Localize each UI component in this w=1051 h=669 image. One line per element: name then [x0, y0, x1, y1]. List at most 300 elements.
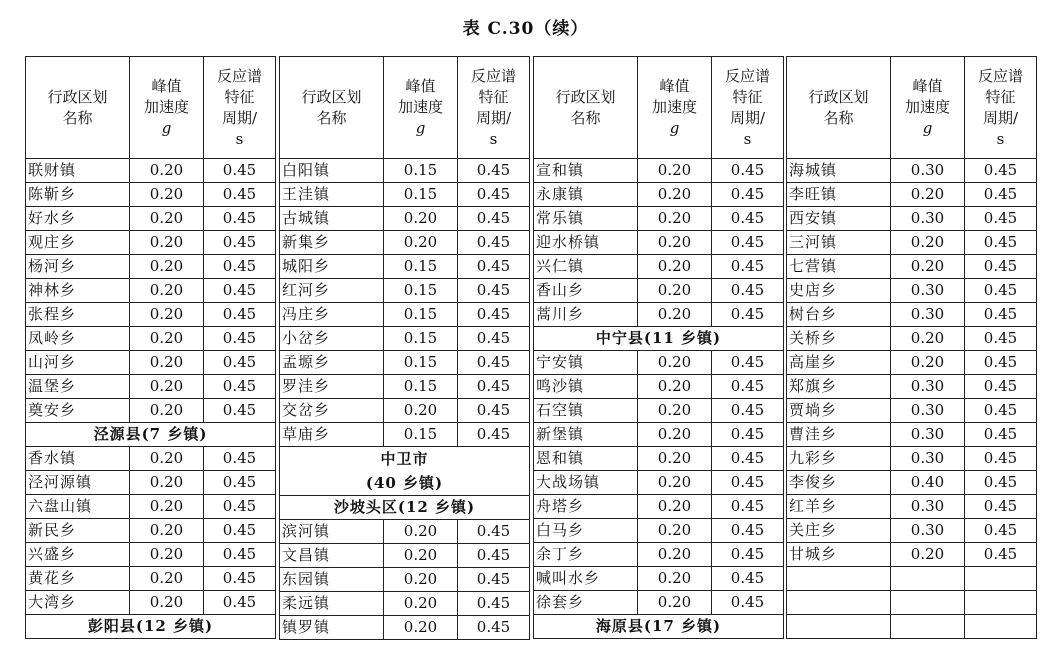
town-name: 好水乡: [26, 207, 130, 231]
peak-acceleration: 0.20: [638, 399, 712, 423]
peak-acceleration: 0.20: [130, 255, 204, 279]
empty-cell: [787, 591, 891, 615]
peak-acceleration: 0.20: [891, 183, 965, 207]
peak-acceleration: 0.20: [384, 568, 458, 592]
characteristic-period: 0.45: [204, 471, 276, 495]
town-name: 史店乡: [787, 279, 891, 303]
characteristic-period: 0.45: [712, 399, 784, 423]
peak-acceleration: 0.20: [130, 471, 204, 495]
peak-acceleration: 0.40: [891, 471, 965, 495]
table-row: [26, 471, 276, 495]
header-period: 反应谱 特征 周期/ s: [458, 57, 530, 159]
table-row: [280, 616, 530, 640]
peak-acceleration: 0.20: [384, 616, 458, 640]
peak-acceleration: 0.20: [130, 399, 204, 423]
table-row: [787, 231, 1037, 255]
table-row: [534, 567, 784, 591]
peak-acceleration: 0.20: [130, 207, 204, 231]
town-name: 新集乡: [280, 231, 384, 255]
peak-acceleration: 0.20: [384, 592, 458, 616]
header-name: 行政区划 名称: [787, 57, 891, 159]
peak-acceleration: 0.30: [891, 303, 965, 327]
peak-acceleration: 0.20: [130, 303, 204, 327]
town-name: 西安镇: [787, 207, 891, 231]
peak-acceleration: 0.20: [638, 567, 712, 591]
table-row: [787, 351, 1037, 375]
characteristic-period: 0.45: [965, 183, 1037, 207]
characteristic-period: 0.45: [965, 399, 1037, 423]
characteristic-period: 0.45: [965, 447, 1037, 471]
section-header: 中宁县(11 乡镇): [534, 327, 784, 351]
characteristic-period: 0.45: [965, 351, 1037, 375]
header-name: 行政区划 名称: [26, 57, 130, 159]
characteristic-period: 0.45: [712, 423, 784, 447]
town-name: 白阳镇: [280, 159, 384, 183]
table-row: [26, 519, 276, 543]
town-name: 六盘山镇: [26, 495, 130, 519]
town-name: 神林乡: [26, 279, 130, 303]
peak-acceleration: 0.20: [638, 231, 712, 255]
town-name: 常乐镇: [534, 207, 638, 231]
header-period: 反应谱 特征 周期/ s: [965, 57, 1037, 159]
empty-row: [787, 615, 1037, 639]
town-name: 联财镇: [26, 159, 130, 183]
characteristic-period: 0.45: [458, 231, 530, 255]
table-row: [787, 399, 1037, 423]
table-row: [534, 543, 784, 567]
characteristic-period: 0.45: [458, 303, 530, 327]
characteristic-period: 0.45: [458, 207, 530, 231]
town-name: 九彩乡: [787, 447, 891, 471]
table-row: [280, 183, 530, 207]
table-row: [280, 399, 530, 423]
empty-cell: [787, 615, 891, 639]
empty-cell: [965, 591, 1037, 615]
characteristic-period: 0.45: [204, 399, 276, 423]
table-row: [534, 399, 784, 423]
peak-acceleration: 0.30: [891, 279, 965, 303]
header-pga: 峰值 加速度 g: [384, 57, 458, 159]
peak-acceleration: 0.20: [638, 351, 712, 375]
table-row: [280, 351, 530, 375]
characteristic-period: 0.45: [712, 303, 784, 327]
table-row: [280, 279, 530, 303]
characteristic-period: 0.45: [458, 351, 530, 375]
section-header: 沙坡头区(12 乡镇): [280, 496, 530, 520]
table-row: [534, 471, 784, 495]
table-row: [26, 447, 276, 471]
town-name: 交岔乡: [280, 399, 384, 423]
header-pga: 峰值 加速度 g: [130, 57, 204, 159]
peak-acceleration: 0.15: [384, 159, 458, 183]
characteristic-period: 0.45: [965, 471, 1037, 495]
peak-acceleration: 0.20: [638, 159, 712, 183]
peak-acceleration: 0.20: [638, 183, 712, 207]
town-name: 红羊乡: [787, 495, 891, 519]
town-name: 香山乡: [534, 279, 638, 303]
peak-acceleration: 0.20: [130, 519, 204, 543]
town-name: 杨河乡: [26, 255, 130, 279]
peak-acceleration: 0.20: [638, 495, 712, 519]
table-row: [26, 231, 276, 255]
characteristic-period: 0.45: [712, 567, 784, 591]
characteristic-period: 0.45: [965, 231, 1037, 255]
peak-acceleration: 0.20: [891, 231, 965, 255]
characteristic-period: 0.45: [965, 519, 1037, 543]
table-row: [26, 351, 276, 375]
peak-acceleration: 0.20: [891, 351, 965, 375]
table-row: [787, 495, 1037, 519]
table-row: [787, 159, 1037, 183]
town-name: 石空镇: [534, 399, 638, 423]
table-row: [787, 183, 1037, 207]
town-name: 高崖乡: [787, 351, 891, 375]
peak-acceleration: 0.20: [384, 399, 458, 423]
town-name: 新民乡: [26, 519, 130, 543]
characteristic-period: 0.45: [458, 399, 530, 423]
peak-acceleration: 0.20: [638, 471, 712, 495]
peak-acceleration: 0.15: [384, 255, 458, 279]
town-name: 小岔乡: [280, 327, 384, 351]
table-row: [534, 159, 784, 183]
characteristic-period: 0.45: [458, 375, 530, 399]
table-row: [534, 351, 784, 375]
table-row: [280, 568, 530, 592]
header-row: [787, 57, 1037, 159]
peak-acceleration: 0.20: [638, 543, 712, 567]
characteristic-period: 0.45: [458, 544, 530, 568]
table-row: [280, 303, 530, 327]
header-pga: 峰值 加速度 g: [638, 57, 712, 159]
peak-acceleration: 0.30: [891, 399, 965, 423]
header-period: 反应谱 特征 周期/ s: [204, 57, 276, 159]
table-row: [26, 303, 276, 327]
table-block-1: [25, 56, 275, 660]
peak-acceleration: 0.20: [638, 303, 712, 327]
peak-acceleration: 0.15: [384, 351, 458, 375]
town-name: 舟塔乡: [534, 495, 638, 519]
city-row: [280, 447, 530, 496]
table-row: [280, 520, 530, 544]
town-name: 李旺镇: [787, 183, 891, 207]
town-name: 树台乡: [787, 303, 891, 327]
characteristic-period: 0.45: [965, 375, 1037, 399]
characteristic-period: 0.45: [965, 159, 1037, 183]
characteristic-period: 0.45: [458, 159, 530, 183]
table-row: [26, 591, 276, 615]
town-name: 新堡镇: [534, 423, 638, 447]
table-row: [534, 255, 784, 279]
table-block-2: [279, 56, 529, 660]
characteristic-period: 0.45: [458, 423, 530, 447]
town-name: 山河乡: [26, 351, 130, 375]
town-name: 大战场镇: [534, 471, 638, 495]
characteristic-period: 0.45: [712, 231, 784, 255]
town-name: 徐套乡: [534, 591, 638, 615]
characteristic-period: 0.45: [204, 303, 276, 327]
section-row: [534, 327, 784, 351]
header-row: [534, 57, 784, 159]
characteristic-period: 0.45: [712, 519, 784, 543]
characteristic-period: 0.45: [204, 255, 276, 279]
town-name: 海城镇: [787, 159, 891, 183]
empty-cell: [965, 567, 1037, 591]
town-name: 蒿川乡: [534, 303, 638, 327]
town-name: 冯庄乡: [280, 303, 384, 327]
town-name: 宣和镇: [534, 159, 638, 183]
characteristic-period: 0.45: [965, 543, 1037, 567]
table-row: [534, 231, 784, 255]
peak-acceleration: 0.30: [891, 159, 965, 183]
table-row: [534, 303, 784, 327]
table-row: [26, 183, 276, 207]
peak-acceleration: 0.30: [891, 375, 965, 399]
peak-acceleration: 0.20: [130, 567, 204, 591]
town-name: 宁安镇: [534, 351, 638, 375]
table-row: [787, 255, 1037, 279]
characteristic-period: 0.45: [965, 423, 1037, 447]
peak-acceleration: 0.30: [891, 447, 965, 471]
town-name: 泾河源镇: [26, 471, 130, 495]
empty-row: [787, 567, 1037, 591]
characteristic-period: 0.45: [712, 375, 784, 399]
town-name: 李俊乡: [787, 471, 891, 495]
characteristic-period: 0.45: [712, 159, 784, 183]
table-row: [280, 207, 530, 231]
characteristic-period: 0.45: [712, 447, 784, 471]
characteristic-period: 0.45: [204, 447, 276, 471]
peak-acceleration: 0.20: [638, 207, 712, 231]
town-name: 贾埫乡: [787, 399, 891, 423]
section-row: [26, 423, 276, 447]
header-period: 反应谱 特征 周期/ s: [712, 57, 784, 159]
town-name: 喊叫水乡: [534, 567, 638, 591]
characteristic-period: 0.45: [204, 567, 276, 591]
peak-acceleration: 0.20: [384, 520, 458, 544]
table-block-3: [533, 56, 783, 660]
peak-acceleration: 0.20: [638, 375, 712, 399]
table-row: [280, 255, 530, 279]
peak-acceleration: 0.20: [130, 543, 204, 567]
peak-acceleration: 0.20: [130, 183, 204, 207]
town-name: 滨河镇: [280, 520, 384, 544]
table-row: [26, 399, 276, 423]
seismic-table: [533, 56, 784, 639]
empty-cell: [965, 615, 1037, 639]
town-name: 三河镇: [787, 231, 891, 255]
peak-acceleration: 0.15: [384, 183, 458, 207]
peak-acceleration: 0.20: [384, 231, 458, 255]
characteristic-period: 0.45: [458, 255, 530, 279]
town-name: 文昌镇: [280, 544, 384, 568]
table-row: [280, 327, 530, 351]
town-name: 曹洼乡: [787, 423, 891, 447]
town-name: 观庄乡: [26, 231, 130, 255]
table-row: [280, 544, 530, 568]
peak-acceleration: 0.20: [130, 591, 204, 615]
section-header: 海原县(17 乡镇): [534, 615, 784, 639]
peak-acceleration: 0.20: [384, 207, 458, 231]
table-row: [787, 207, 1037, 231]
characteristic-period: 0.45: [712, 351, 784, 375]
town-name: 大湾乡: [26, 591, 130, 615]
section-header: 泾源县(7 乡镇): [26, 423, 276, 447]
table-row: [280, 592, 530, 616]
characteristic-period: 0.45: [204, 231, 276, 255]
table-row: [534, 207, 784, 231]
characteristic-period: 0.45: [712, 207, 784, 231]
peak-acceleration: 0.20: [130, 231, 204, 255]
town-name: 柔远镇: [280, 592, 384, 616]
peak-acceleration: 0.30: [891, 423, 965, 447]
town-name: 城阳乡: [280, 255, 384, 279]
empty-cell: [891, 567, 965, 591]
town-name: 香水镇: [26, 447, 130, 471]
table-row: [534, 183, 784, 207]
town-name: 草庙乡: [280, 423, 384, 447]
peak-acceleration: 0.15: [384, 303, 458, 327]
peak-acceleration: 0.20: [638, 279, 712, 303]
peak-acceleration: 0.20: [891, 255, 965, 279]
section-header: 彭阳县(12 乡镇): [26, 615, 276, 639]
characteristic-period: 0.45: [965, 207, 1037, 231]
table-row: [787, 375, 1037, 399]
town-name: 兴盛乡: [26, 543, 130, 567]
town-name: 陈靳乡: [26, 183, 130, 207]
table-row: [787, 423, 1037, 447]
peak-acceleration: 0.20: [130, 447, 204, 471]
table-row: [534, 447, 784, 471]
header-pga: 峰值 加速度 g: [891, 57, 965, 159]
header-row: [26, 57, 276, 159]
empty-cell: [891, 591, 965, 615]
town-name: 甘城乡: [787, 543, 891, 567]
peak-acceleration: 0.20: [130, 327, 204, 351]
characteristic-period: 0.45: [204, 183, 276, 207]
peak-acceleration: 0.20: [384, 544, 458, 568]
characteristic-period: 0.45: [712, 279, 784, 303]
characteristic-period: 0.45: [204, 543, 276, 567]
characteristic-period: 0.45: [965, 303, 1037, 327]
peak-acceleration: 0.15: [384, 279, 458, 303]
characteristic-period: 0.45: [204, 207, 276, 231]
characteristic-period: 0.45: [204, 159, 276, 183]
town-name: 兴仁镇: [534, 255, 638, 279]
table-row: [534, 519, 784, 543]
peak-acceleration: 0.15: [384, 375, 458, 399]
table-row: [787, 519, 1037, 543]
characteristic-period: 0.45: [204, 279, 276, 303]
town-name: 奠安乡: [26, 399, 130, 423]
town-name: 余丁乡: [534, 543, 638, 567]
characteristic-period: 0.45: [204, 351, 276, 375]
town-name: 郑旗乡: [787, 375, 891, 399]
table-row: [534, 279, 784, 303]
town-name: 孟塬乡: [280, 351, 384, 375]
peak-acceleration: 0.20: [638, 519, 712, 543]
peak-acceleration: 0.20: [130, 375, 204, 399]
characteristic-period: 0.45: [712, 183, 784, 207]
seismic-table: [279, 56, 530, 640]
town-name: 镇罗镇: [280, 616, 384, 640]
characteristic-period: 0.45: [712, 495, 784, 519]
characteristic-period: 0.45: [965, 255, 1037, 279]
characteristic-period: 0.45: [204, 519, 276, 543]
table-row: [280, 231, 530, 255]
characteristic-period: 0.45: [965, 279, 1037, 303]
peak-acceleration: 0.20: [130, 351, 204, 375]
table-row: [280, 375, 530, 399]
table-row: [787, 279, 1037, 303]
table-row: [26, 279, 276, 303]
characteristic-period: 0.45: [458, 616, 530, 640]
table-row: [787, 303, 1037, 327]
peak-acceleration: 0.20: [638, 591, 712, 615]
table-row: [26, 375, 276, 399]
characteristic-period: 0.45: [458, 520, 530, 544]
peak-acceleration: 0.20: [130, 159, 204, 183]
table-row: [534, 423, 784, 447]
table-row: [534, 375, 784, 399]
characteristic-period: 0.45: [458, 183, 530, 207]
peak-acceleration: 0.15: [384, 423, 458, 447]
town-name: 凤岭乡: [26, 327, 130, 351]
empty-cell: [787, 567, 891, 591]
characteristic-period: 0.45: [965, 495, 1037, 519]
town-name: 王洼镇: [280, 183, 384, 207]
town-name: 东园镇: [280, 568, 384, 592]
peak-acceleration: 0.20: [891, 327, 965, 351]
empty-cell: [891, 615, 965, 639]
header-row: [280, 57, 530, 159]
peak-acceleration: 0.15: [384, 327, 458, 351]
characteristic-period: 0.45: [965, 327, 1037, 351]
peak-acceleration: 0.20: [638, 423, 712, 447]
city-header: 中卫市 (40 乡镇): [280, 447, 530, 496]
town-name: 温堡乡: [26, 375, 130, 399]
table-row: [26, 543, 276, 567]
characteristic-period: 0.45: [204, 327, 276, 351]
town-name: 七营镇: [787, 255, 891, 279]
characteristic-period: 0.45: [712, 543, 784, 567]
peak-acceleration: 0.30: [891, 207, 965, 231]
characteristic-period: 0.45: [458, 568, 530, 592]
peak-acceleration: 0.20: [891, 543, 965, 567]
peak-acceleration: 0.20: [130, 279, 204, 303]
town-name: 关庄乡: [787, 519, 891, 543]
characteristic-period: 0.45: [458, 592, 530, 616]
table-row: [26, 207, 276, 231]
table-row: [787, 543, 1037, 567]
peak-acceleration: 0.20: [638, 447, 712, 471]
table-row: [280, 423, 530, 447]
header-name: 行政区划 名称: [280, 57, 384, 159]
peak-acceleration: 0.30: [891, 519, 965, 543]
town-name: 古城镇: [280, 207, 384, 231]
town-name: 张程乡: [26, 303, 130, 327]
seismic-table: [25, 56, 276, 639]
town-name: 永康镇: [534, 183, 638, 207]
characteristic-period: 0.45: [712, 471, 784, 495]
town-name: 关桥乡: [787, 327, 891, 351]
table-block-4: [786, 56, 1036, 660]
table-row: [26, 159, 276, 183]
characteristic-period: 0.45: [204, 591, 276, 615]
table-row: [534, 591, 784, 615]
peak-acceleration: 0.20: [638, 255, 712, 279]
characteristic-period: 0.45: [458, 327, 530, 351]
table-row: [787, 327, 1037, 351]
